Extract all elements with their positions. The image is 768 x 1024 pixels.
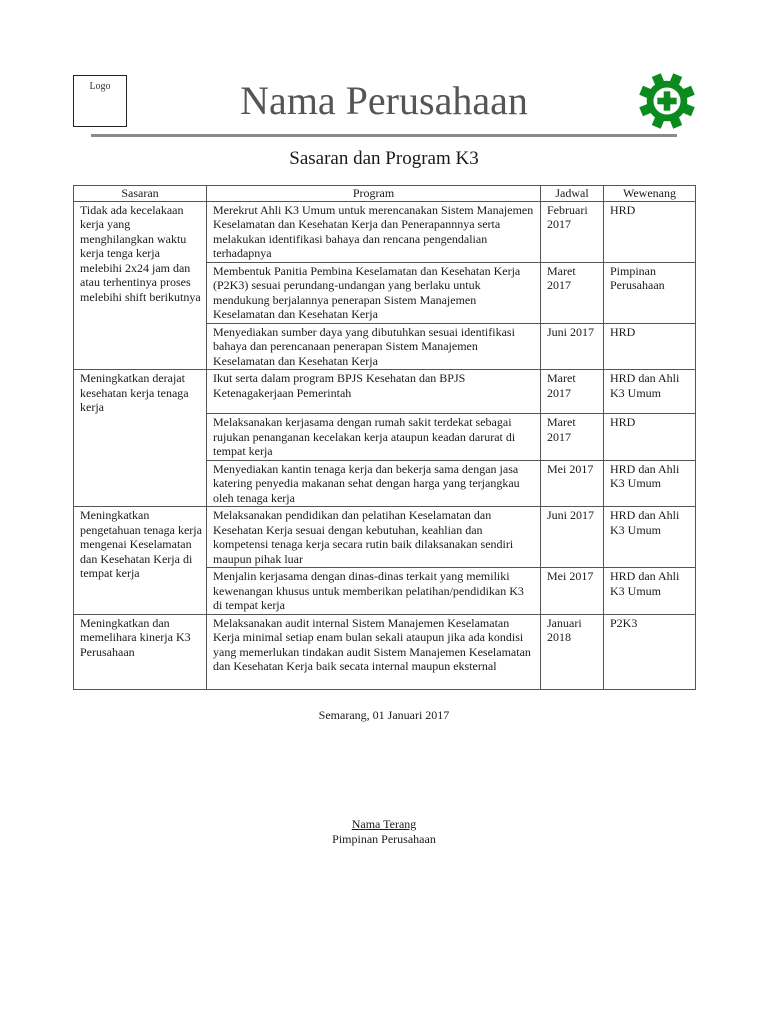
wewenang-cell: HRD: [604, 414, 696, 461]
wewenang-cell: HRD dan Ahli K3 Umum: [604, 370, 696, 414]
program-cell: Menjalin kerjasama dengan dinas-dinas terkait yang memiliki kewenangan khusus untuk memberikan pelatihan/pendidikan K3 di tempat kerja: [207, 568, 541, 615]
document-title: Sasaran dan Program K3: [289, 148, 479, 169]
wewenang-cell: HRD dan Ahli K3 Umum: [604, 460, 696, 507]
wewenang-cell: Pimpinan Perusahaan: [604, 262, 696, 323]
logo-placeholder: [73, 75, 127, 127]
jadwal-cell: Mei 2017: [541, 460, 604, 507]
column-header-program: Program: [207, 186, 541, 202]
wewenang-cell: HRD dan Ahli K3 Umum: [604, 507, 696, 568]
column-header-jadwal: Jadwal: [541, 186, 604, 202]
column-header-sasaran: Sasaran: [74, 186, 207, 202]
company-name: Nama Perusahaan: [240, 78, 528, 123]
wewenang-cell: HRD: [604, 323, 696, 370]
program-cell: Ikut serta dalam program BPJS Kesehatan dan BPJS Ketenagakerjaan Pemerintah: [207, 370, 541, 414]
jadwal-cell: Maret 2017: [541, 414, 604, 461]
program-cell: Melaksanakan audit internal Sistem Manajemen Keselamatan Kerja minimal setiap enam bulan sekali ataupun jika ada kondisi yang memerlukan tindakan audit Sistem Manajemen Keselamatan dan Kesehatan Kerja baik secata internal maupun eksternal: [207, 614, 541, 689]
signer-name: Nama Terang: [351, 817, 417, 831]
jadwal-cell: Februari 2017: [541, 201, 604, 262]
program-cell: Menyediakan kantin tenaga kerja dan bekerja sama dengan jasa katering penyedia makanan sehat dengan harga yang terjangkau oleh tenaga kerja: [207, 460, 541, 507]
signer-title: Pimpinan Perusahaan: [332, 832, 436, 846]
table-row: [74, 370, 696, 414]
sasaran-cell: Meningkatkan dan memelihara kinerja K3 Perusahaan: [74, 614, 207, 689]
wewenang-cell: P2K3: [604, 614, 696, 689]
jadwal-cell: Juni 2017: [541, 323, 604, 370]
jadwal-cell: Maret 2017: [541, 370, 604, 414]
wewenang-cell: HRD: [604, 201, 696, 262]
header-divider: [91, 134, 677, 137]
table-row: [74, 507, 696, 568]
place-and-date: Semarang, 01 Januari 2017: [318, 708, 450, 722]
table-header-row: [74, 186, 696, 202]
jadwal-cell: Maret 2017: [541, 262, 604, 323]
sasaran-cell: Meningkatkan derajat kesehatan kerja tenaga kerja: [74, 370, 207, 507]
k3-program-table: [73, 185, 696, 690]
sasaran-cell: Tidak ada kecelakaan kerja yang menghilangkan waktu kerja tenga kerja melebihi 2x24 jam dan atau terhentinya proses melebihi shift berikutnya: [74, 201, 207, 370]
sasaran-cell: Meningkatkan pengetahuan tenaga kerja mengenai Keselamatan dan Kesehatan Kerja di tempat kerja: [74, 507, 207, 615]
k3-gear-cross-icon: [638, 72, 696, 130]
program-cell: Melaksanakan kerjasama dengan rumah sakit terdekat sebagai rujukan penanganan kecelakan kerja ataupun keadan darurat di tempat kerja: [207, 414, 541, 461]
table-row: [74, 614, 696, 689]
logo-label: Logo: [89, 81, 111, 92]
column-header-wewenang: Wewenang: [604, 186, 696, 202]
program-cell: Melaksanakan pendidikan dan pelatihan Keselamatan dan Kesehatan Kerja sesuai dengan kebutuhan, keahlian dan kompetensi tenaga kerja secara rutin baik dilaksanakan sendiri maupun pihak luar: [207, 507, 541, 568]
program-cell: Menyediakan sumber daya yang dibutuhkan sesuai identifikasi bahaya dan perencanaan penerapan Sistem Manajemen Keselamatan dan Kesehatan Kerja: [207, 323, 541, 370]
wewenang-cell: HRD dan Ahli K3 Umum: [604, 568, 696, 615]
jadwal-cell: Januari 2018: [541, 614, 604, 689]
program-cell: Merekrut Ahli K3 Umum untuk merencanakan Sistem Manajemen Keselamatan dan Kesehatan Kerja dan Penerapannnya serta melakukan identifikasi bahaya dan rencana pengendalian terhadapnya: [207, 201, 541, 262]
program-cell: Membentuk Panitia Pembina Keselamatan dan Kesehatan Kerja (P2K3) sesuai perundang-undangan yang berlaku untuk mendukung berjalannya penerapan Sistem Manajemen Keselamatan dan Kesehatan Kerja: [207, 262, 541, 323]
jadwal-cell: Juni 2017: [541, 507, 604, 568]
table-row: [74, 201, 696, 262]
jadwal-cell: Mei 2017: [541, 568, 604, 615]
